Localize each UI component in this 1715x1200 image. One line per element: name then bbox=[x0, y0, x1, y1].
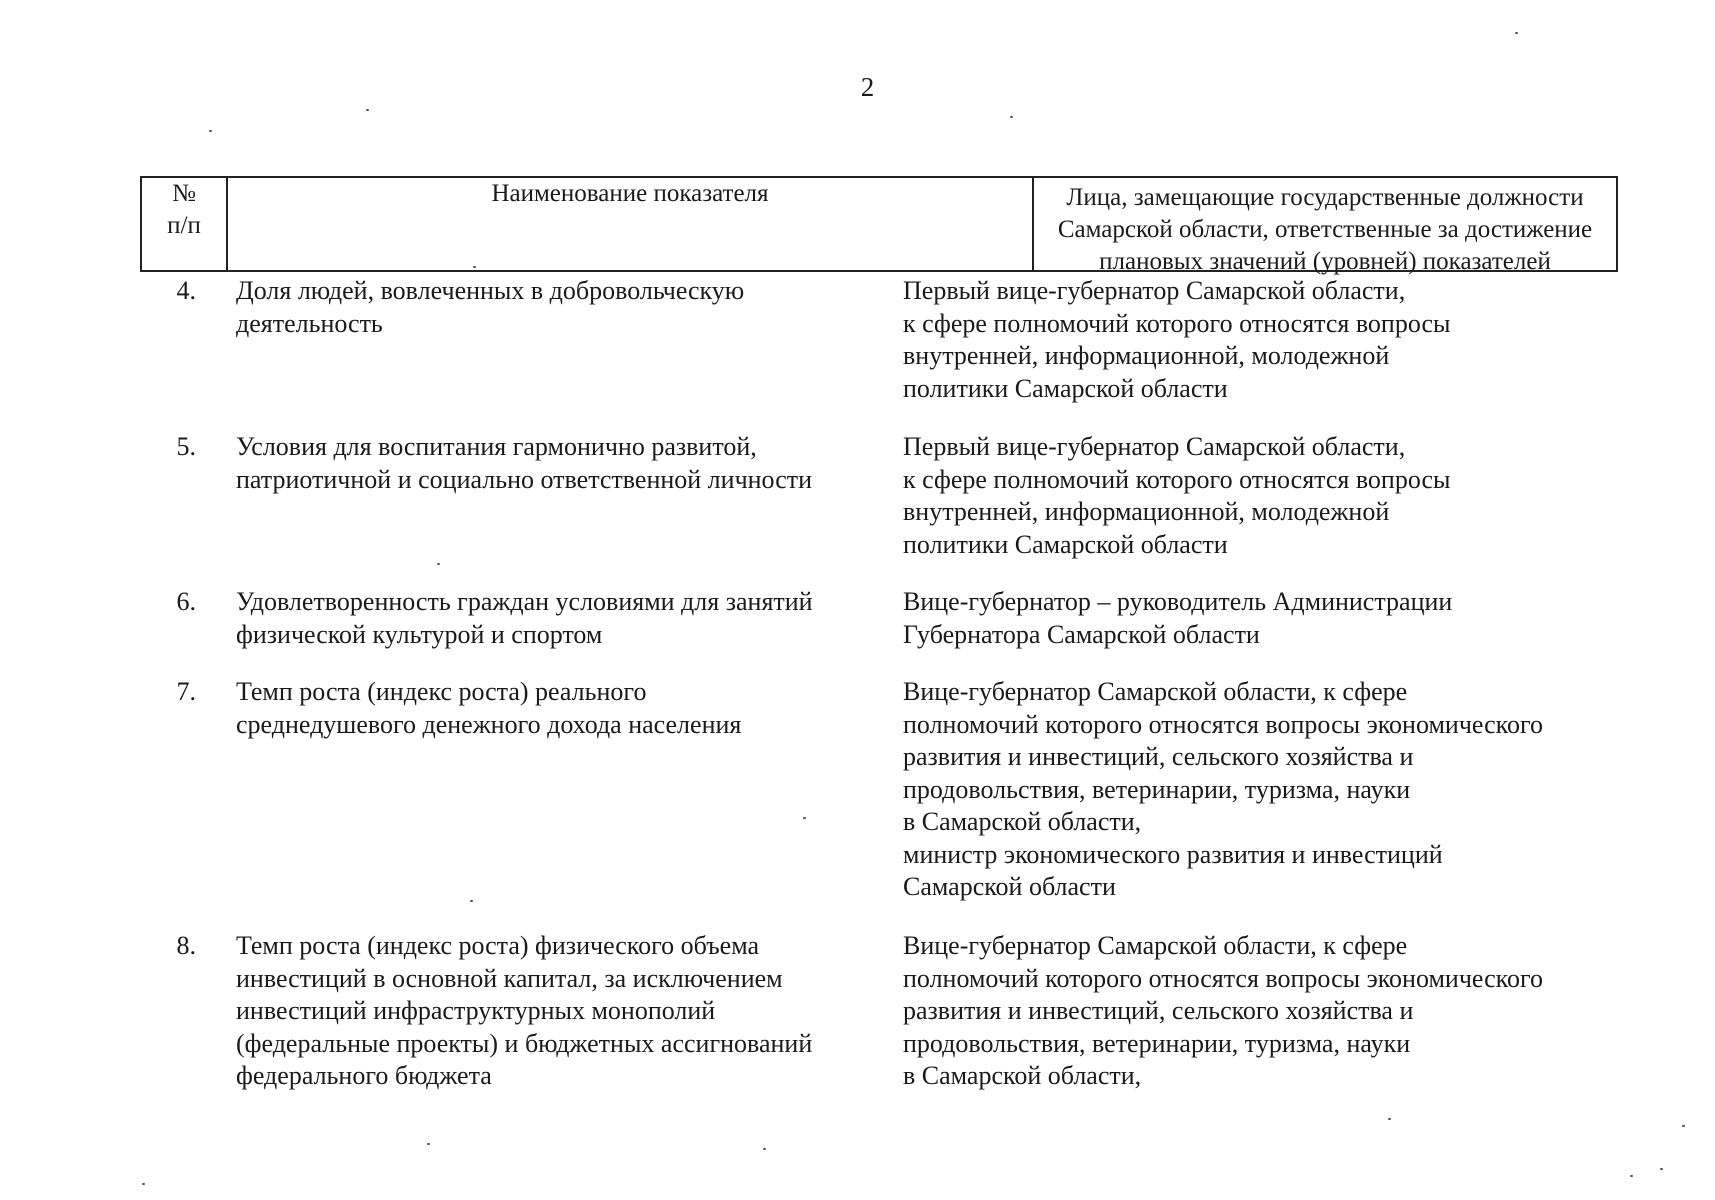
indicator-name bbox=[236, 930, 886, 1093]
header-number-column bbox=[142, 178, 226, 270]
header-indicator-name: Наименование показателя bbox=[491, 180, 769, 207]
scan-speck bbox=[427, 1143, 430, 1145]
responsible-line: в Самарской области, bbox=[903, 807, 1142, 836]
responsible-line: продовольствия, ветеринарии, туризма, науки bbox=[903, 1028, 1411, 1058]
indicator-name-line: физической культурой и спортом bbox=[236, 619, 603, 649]
responsible-line: Губернатора Самарской области bbox=[903, 619, 1260, 649]
indicator-name-line: Удовлетворенность граждан условиями для занятий bbox=[236, 587, 813, 616]
indicator-name-line: федерального бюджета bbox=[236, 1061, 492, 1090]
indicator-name bbox=[236, 586, 886, 651]
indicator-name-line: Темп роста (индекс роста) реального bbox=[236, 677, 647, 706]
header-indicator-name-column bbox=[226, 178, 1034, 270]
responsible-line: продовольствия, ветеринарии, туризма, науки bbox=[903, 774, 1411, 804]
scan-speck bbox=[1388, 1118, 1391, 1120]
responsible-line: Самарской области bbox=[903, 872, 1116, 901]
indicator-name bbox=[236, 431, 886, 496]
indicator-name-line: инвестиций в основной капитал, за исключением bbox=[236, 963, 783, 993]
responsible-line: развития и инвестиций, сельского хозяйства и bbox=[903, 742, 1414, 771]
responsible-line: Первый вице-губернатор Самарской области, bbox=[903, 276, 1406, 305]
indicator-name-line: (федеральные проекты) и бюджетных ассигнований bbox=[236, 1028, 813, 1058]
scan-speck bbox=[763, 1148, 766, 1150]
responsible-line: к сфере полномочий которого относятся вопросы bbox=[903, 464, 1451, 494]
scan-speck bbox=[1630, 1175, 1633, 1177]
responsible-line: в Самарской области, bbox=[903, 1061, 1142, 1090]
responsible-line: Вице-губернатор Самарской области, к сфере bbox=[903, 677, 1408, 706]
header-responsible-line: Самарской области, ответственные за достижение bbox=[1057, 216, 1593, 243]
scan-speck bbox=[473, 266, 476, 268]
responsible-persons bbox=[903, 930, 1615, 1093]
indicator-name-line: патриотичной и социально ответственной личности bbox=[236, 464, 813, 494]
scan-speck bbox=[209, 130, 212, 132]
scan-speck bbox=[142, 1183, 145, 1185]
indicator-name-line: Доля людей, вовлеченных в добровольческую bbox=[236, 276, 745, 305]
row-number: 5. bbox=[176, 432, 196, 461]
responsible-line: Первый вице-губернатор Самарской области, bbox=[903, 432, 1406, 461]
scan-speck bbox=[437, 563, 440, 565]
row-number: 4. bbox=[176, 276, 196, 305]
responsible-line: полномочий которого относятся вопросы экономического bbox=[903, 963, 1543, 993]
table-header bbox=[140, 176, 1618, 275]
indicator-name-line: Темп роста (индекс роста) физического объема bbox=[236, 931, 760, 960]
header-responsible-column bbox=[1034, 178, 1616, 275]
header-responsible-line: Лица, замещающие государственные должности bbox=[1066, 184, 1584, 211]
responsible-line: министр экономического развития и инвестиций bbox=[903, 839, 1443, 869]
row-number: 7. bbox=[176, 677, 196, 706]
scan-speck bbox=[366, 109, 369, 111]
responsible-line: внутренней, информационной, молодежной bbox=[903, 497, 1390, 526]
scan-speck bbox=[803, 817, 806, 819]
responsible-line: политики Самарской области bbox=[903, 373, 1228, 403]
scan-speck bbox=[1682, 1125, 1685, 1127]
scan-speck bbox=[1010, 116, 1013, 118]
scan-speck bbox=[470, 900, 473, 902]
responsible-persons bbox=[903, 586, 1615, 651]
header-responsible-line: плановых значений (уровней) показателей bbox=[1099, 248, 1551, 275]
indicator-name bbox=[236, 676, 886, 741]
scan-speck bbox=[1515, 32, 1518, 34]
row-number: 6. bbox=[176, 587, 196, 616]
page-number: 2 bbox=[860, 72, 875, 102]
responsible-line: к сфере полномочий которого относятся вопросы bbox=[903, 308, 1451, 338]
responsible-persons bbox=[903, 275, 1615, 405]
responsible-line: развития и инвестиций, сельского хозяйства и bbox=[903, 996, 1414, 1025]
header-number-line: п/п bbox=[167, 212, 201, 239]
indicator-name-line: среднедушевого денежного дохода населения bbox=[236, 709, 742, 739]
indicator-name-line: Условия для воспитания гармонично развитой, bbox=[236, 432, 757, 461]
responsible-line: Вице-губернатор – руководитель Администрации bbox=[903, 587, 1453, 616]
responsible-persons bbox=[903, 431, 1615, 561]
indicator-name-line: деятельность bbox=[236, 308, 383, 338]
responsible-line: полномочий которого относятся вопросы экономического bbox=[903, 709, 1543, 739]
indicator-name-line: инвестиций инфраструктурных монополий bbox=[236, 996, 716, 1025]
responsible-line: внутренней, информационной, молодежной bbox=[903, 341, 1390, 370]
header-number-line: № bbox=[172, 180, 196, 207]
responsible-line: политики Самарской области bbox=[903, 529, 1228, 559]
responsible-persons bbox=[903, 676, 1615, 904]
scan-speck bbox=[1660, 1168, 1663, 1170]
responsible-line: Вице-губернатор Самарской области, к сфере bbox=[903, 931, 1408, 960]
indicator-name bbox=[236, 275, 886, 340]
row-number: 8. bbox=[176, 931, 196, 960]
